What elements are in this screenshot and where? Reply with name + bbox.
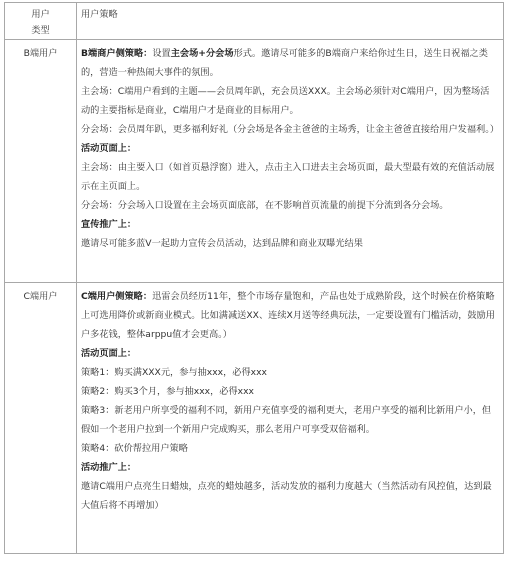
- bold-text: 活动页面上：: [81, 348, 137, 359]
- body-text: 分会场：分会场入口设置在主会场页面底部，在不影响首页流量的前提下分流到各分会场。: [81, 200, 449, 211]
- table-row-c-users: [5, 283, 504, 554]
- bold-text: 活动推广上：: [81, 462, 137, 473]
- strategy-paragraph: [81, 82, 497, 120]
- body-text: 邀请尽可能多蓝V一起助力宣传会员活动，达到品牌和商业双曝光结果: [81, 238, 363, 249]
- header-user-type-line2: 类型: [31, 25, 50, 36]
- body-text: 策略3：新老用户所享受的福利不同，新用户充值享受的福利更大，老用户享受的福利比新用户小，但假如一个老用户拉到一个新用户完成购买，那么老用户可享受双倍福利。: [81, 405, 492, 435]
- user-type-cell: C端用户: [5, 283, 77, 554]
- strategy-paragraph: [81, 139, 497, 158]
- body-text: 策略1：购买满XXX元，参与抽xxx，必得xxx: [81, 367, 267, 378]
- strategy-paragraph: [81, 44, 497, 82]
- body-text: 设置: [152, 48, 171, 59]
- strategy-paragraph: [81, 363, 497, 382]
- strategy-paragraph: [81, 287, 497, 344]
- strategy-content-cell: [77, 283, 504, 554]
- bold-text: 主会场+分会场: [170, 48, 234, 59]
- header-user-strategy: 用户策略: [77, 3, 504, 40]
- bold-text: C端用户侧策略：: [81, 291, 153, 302]
- body-text: 形式。邀请尽可能多的B端商户来给你过生日，送生日祝福之类的，营造一种热闹大事件的氛围。: [81, 48, 488, 78]
- body-text: 主会场：C端用户看到的主题——会员周年趴，充会员送XXX。主会场必须针对C端用户，因为整场活动的主要指标是商业，C端用户才是商业的目标用户。: [81, 86, 490, 116]
- body-text: 迅雷会员经历11年，整个市场存量饱和，产品也处于成熟阶段，这个时候在价格策略上可选用降价或新商业模式。比如满减送XX、连续X月送等经典玩法，一定要设置有门槛活动，鼓励用户多花钱，整体arppu值才会更高。）: [81, 291, 495, 340]
- bold-text: B端商户侧策略：: [81, 48, 153, 59]
- strategy-content-cell: [77, 40, 504, 283]
- table-row-b-users: [5, 40, 504, 283]
- strategy-paragraph: [81, 344, 497, 363]
- strategy-paragraph: [81, 401, 497, 439]
- body-text: 策略2：购买3个月，参与抽xxx，必得xxx: [81, 386, 254, 397]
- strategy-paragraph: [81, 120, 500, 139]
- body-text: 分会场：会员周年趴，更多福利好礼（分会场是各金主爸爸的主场秀，让金主爸爸直接给用户发福利。）: [81, 124, 500, 135]
- strategy-paragraph: [81, 234, 497, 253]
- body-text: 邀请C端用户点亮生日蜡烛，点亮的蜡烛越多，活动发放的福利力度越大（当然活动有风控值，达到最大值后将不再增加）: [81, 481, 492, 511]
- bold-text: 宣传推广上：: [81, 219, 137, 230]
- body-text: 主会场：由主要入口（如首页悬浮窗）进入，点击主入口进去主会场页面，最大型最有效的充值活动展示在主页面上。: [81, 162, 495, 192]
- body-text: 策略4：砍价帮拉用户策略: [81, 443, 188, 454]
- strategy-paragraph: [81, 477, 497, 515]
- strategy-paragraph: [81, 458, 497, 477]
- strategy-paragraph: [81, 382, 497, 401]
- bold-text: 活动页面上：: [81, 143, 137, 154]
- table-header-row: [5, 3, 504, 40]
- strategy-table: [4, 2, 504, 554]
- user-type-cell: B端用户: [5, 40, 77, 283]
- strategy-paragraph: [81, 439, 497, 458]
- strategy-paragraph: [81, 196, 497, 215]
- header-user-type: [5, 3, 77, 40]
- strategy-paragraph: [81, 158, 497, 196]
- header-user-type-line1: 用户: [31, 9, 50, 20]
- strategy-paragraph: [81, 215, 497, 234]
